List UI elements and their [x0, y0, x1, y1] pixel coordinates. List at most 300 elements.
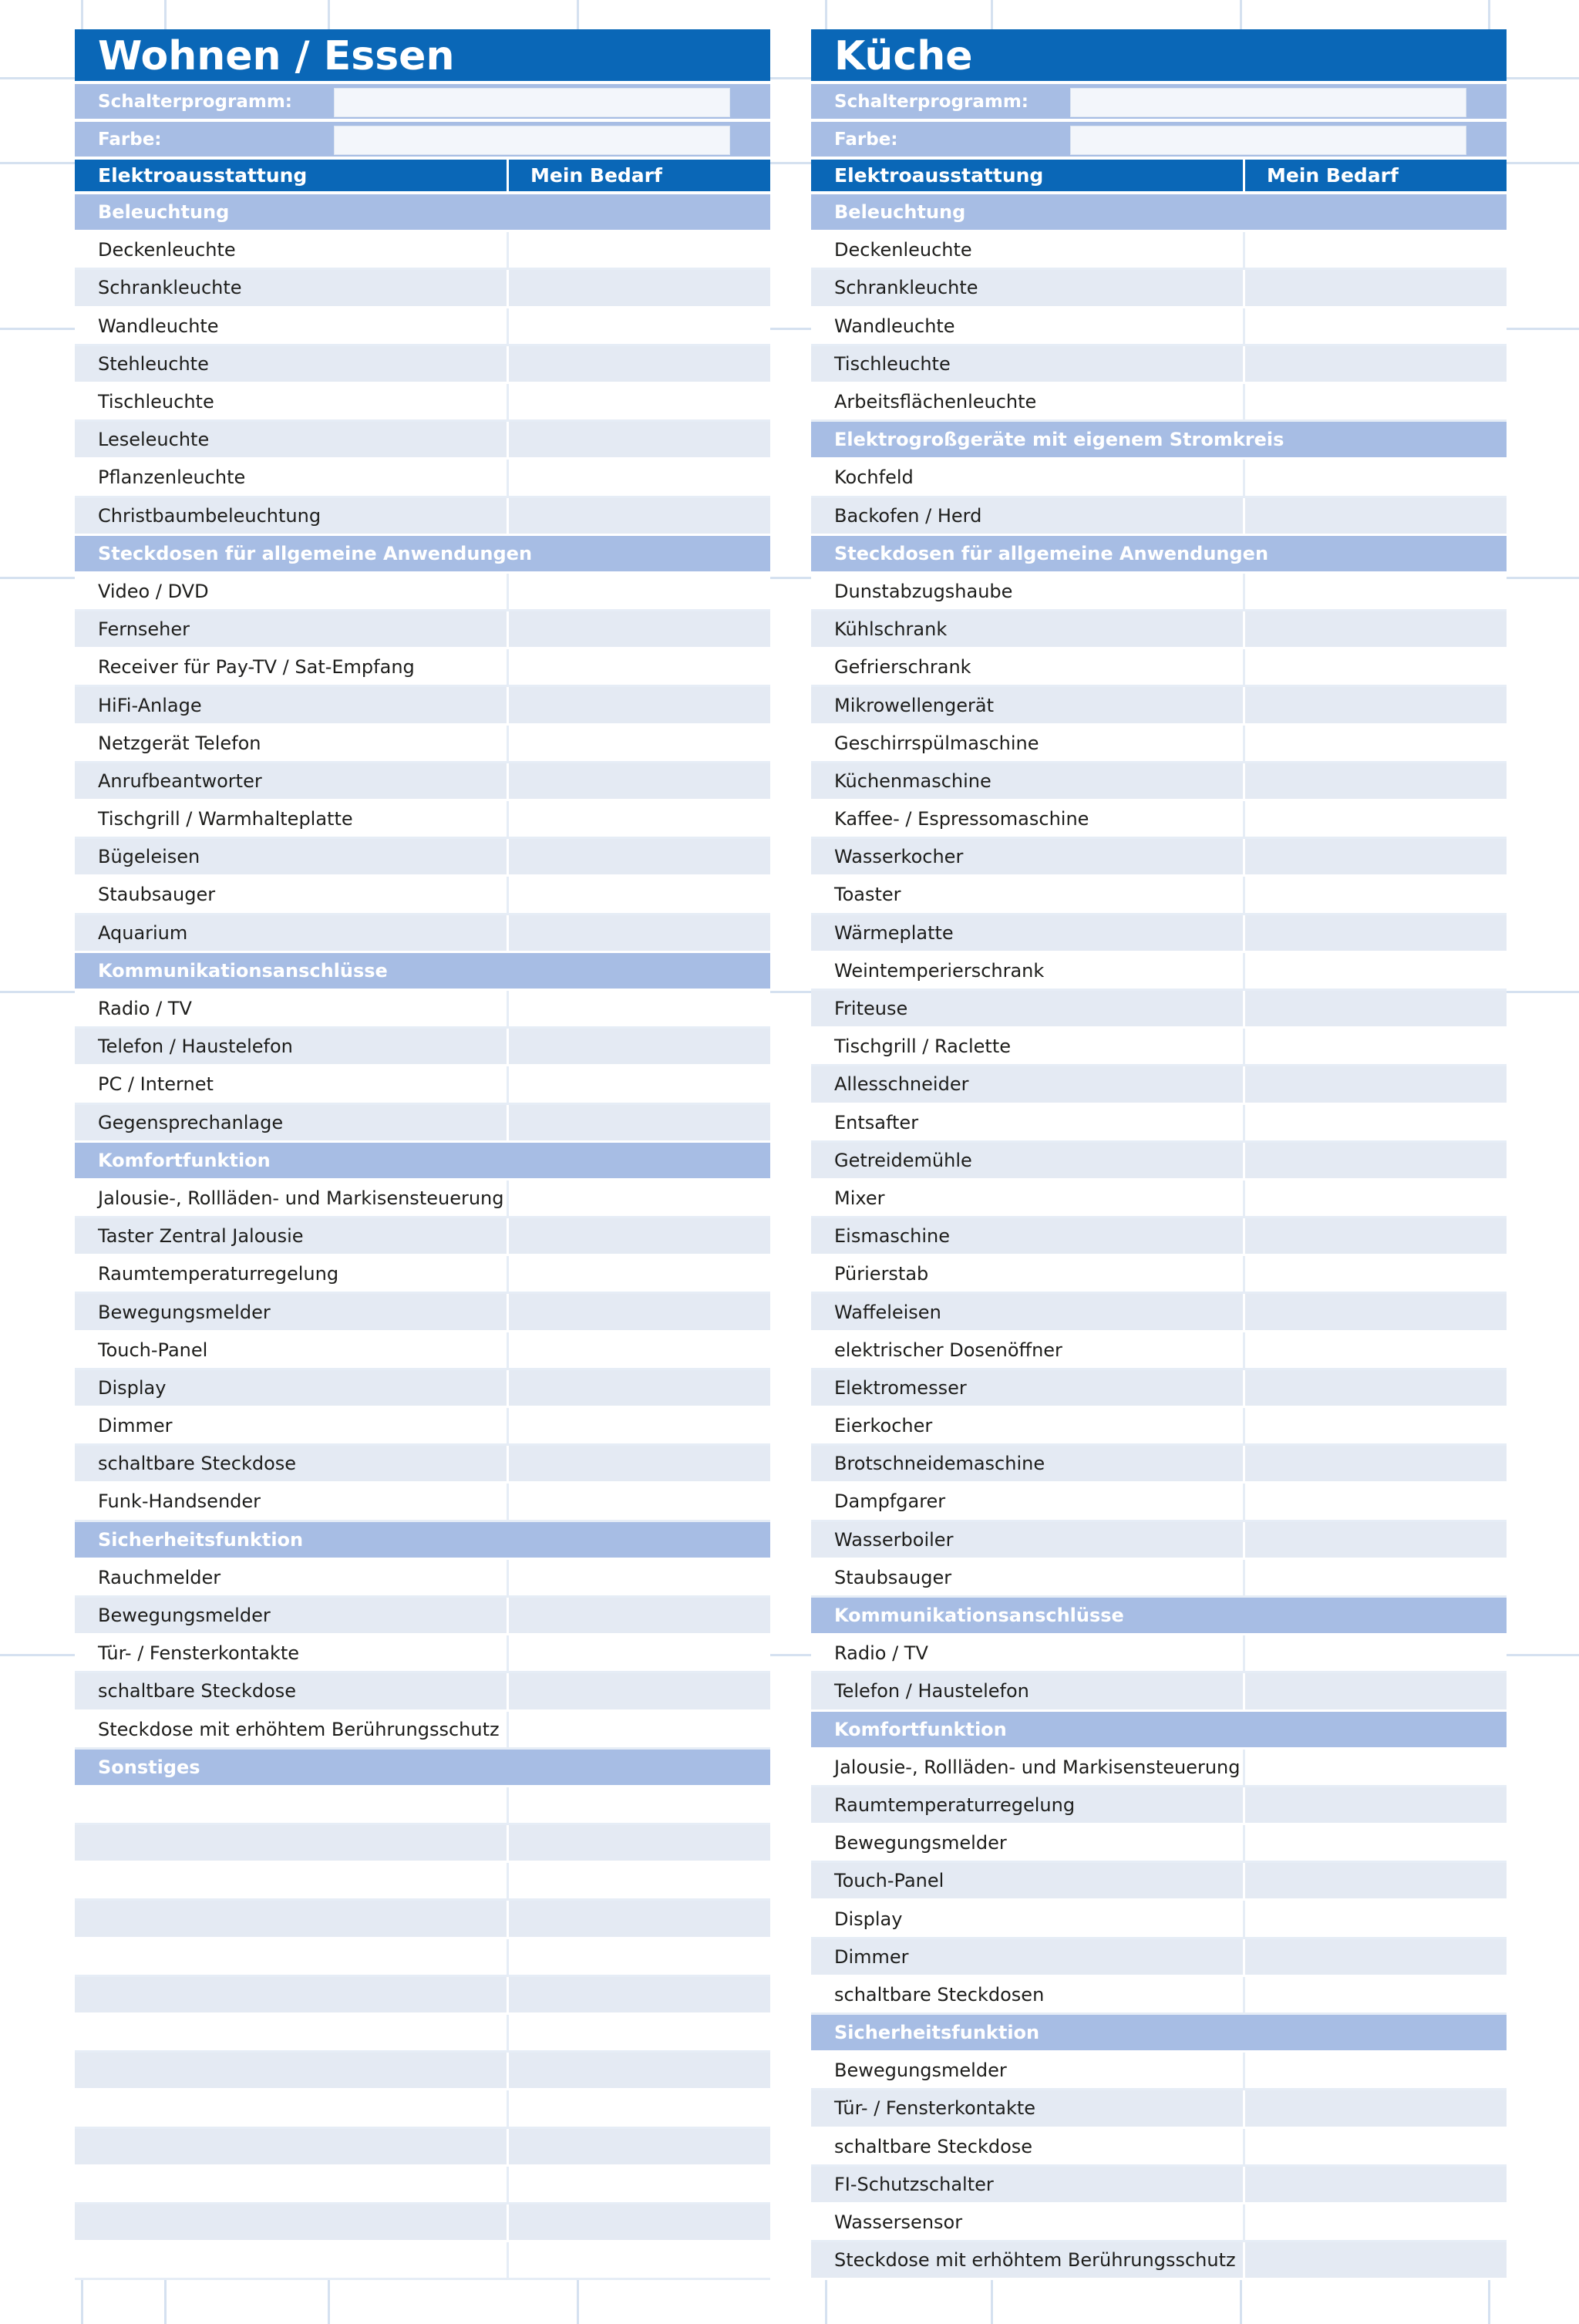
item-label: Bewegungsmelder — [811, 2053, 1245, 2088]
table-row — [811, 1294, 1507, 1332]
table-row — [75, 2204, 770, 2242]
mein-bedarf-cell[interactable] — [509, 991, 770, 1026]
mein-bedarf-cell[interactable] — [1245, 346, 1507, 382]
item-label: HiFi-Anlage — [75, 687, 509, 722]
table-row — [811, 726, 1507, 763]
mein-bedarf-cell[interactable] — [1245, 763, 1507, 799]
item-label: Geschirrspülmaschine — [811, 726, 1245, 761]
mein-bedarf-cell[interactable] — [1245, 1029, 1507, 1064]
mein-bedarf-cell[interactable] — [509, 801, 770, 837]
item-label: Waffeleisen — [811, 1294, 1245, 1329]
table-row — [811, 1256, 1507, 1294]
section-label: Komfortfunktion — [834, 1718, 1007, 1740]
mein-bedarf-cell[interactable] — [1245, 270, 1507, 305]
section-header — [811, 194, 1507, 232]
item-label — [75, 1901, 509, 1936]
item-label: Display — [75, 1370, 509, 1406]
mein-bedarf-cell[interactable] — [509, 1977, 770, 2012]
table-row — [75, 1825, 770, 1863]
mein-bedarf-cell[interactable] — [509, 2053, 770, 2088]
section-header — [75, 536, 770, 574]
table-row — [75, 1446, 770, 1484]
item-label: Bewegungsmelder — [75, 1598, 509, 1633]
mein-bedarf-cell[interactable] — [509, 1408, 770, 1443]
table-body — [811, 194, 1507, 2280]
table-row — [75, 2053, 770, 2090]
table-row — [75, 2129, 770, 2167]
table-row — [75, 1294, 770, 1332]
table-row — [811, 346, 1507, 384]
mein-bedarf-cell[interactable] — [1245, 1218, 1507, 1254]
item-label: Mixer — [811, 1181, 1245, 1216]
table-row — [75, 1598, 770, 1635]
table-row — [811, 1066, 1507, 1104]
table-row — [811, 877, 1507, 914]
item-label — [75, 1825, 509, 1861]
schalterprogramm-row — [811, 84, 1507, 122]
mein-bedarf-cell[interactable] — [509, 2167, 770, 2202]
item-label: Wärmeplatte — [811, 915, 1245, 951]
mein-bedarf-cell[interactable] — [1245, 1977, 1507, 2012]
table-row — [811, 1522, 1507, 1560]
mein-bedarf-cell[interactable] — [1245, 1408, 1507, 1443]
mein-bedarf-cell[interactable] — [1245, 1446, 1507, 1481]
item-label: Funk-Handsender — [75, 1484, 509, 1519]
mein-bedarf-cell[interactable] — [509, 1712, 770, 1747]
mein-bedarf-cell[interactable] — [1245, 574, 1507, 609]
mein-bedarf-cell[interactable] — [1245, 611, 1507, 647]
mein-bedarf-cell[interactable] — [509, 1939, 770, 1975]
mein-bedarf-cell[interactable] — [1245, 1332, 1507, 1368]
mein-bedarf-cell[interactable] — [509, 270, 770, 305]
item-label: Gefrierschrank — [811, 649, 1245, 685]
item-label: Staubsauger — [75, 877, 509, 912]
section-label: Sonstiges — [98, 1756, 200, 1778]
mein-bedarf-cell[interactable] — [1245, 1484, 1507, 1519]
item-label: Tür- / Fensterkontakte — [811, 2090, 1245, 2126]
table-row — [75, 2167, 770, 2204]
item-label: Pürierstab — [811, 1256, 1245, 1292]
table-row — [75, 2242, 770, 2280]
mein-bedarf-cell[interactable] — [509, 422, 770, 457]
section-header — [75, 953, 770, 991]
table-row — [75, 726, 770, 763]
item-label: Wasserkocher — [811, 839, 1245, 874]
mein-bedarf-cell[interactable] — [1245, 1635, 1507, 1671]
section-header — [75, 194, 770, 232]
item-label: Wassersensor — [811, 2204, 1245, 2240]
panel-title: Wohnen / Essen — [75, 29, 770, 84]
mein-bedarf-cell[interactable] — [1245, 1294, 1507, 1329]
table-row — [811, 1863, 1507, 1901]
table-row — [75, 1332, 770, 1370]
item-label: schaltbare Steckdose — [811, 2129, 1245, 2164]
mein-bedarf-cell[interactable] — [509, 460, 770, 495]
section-label: Komfortfunktion — [98, 1149, 271, 1171]
table-row — [75, 422, 770, 460]
mein-bedarf-cell[interactable] — [1245, 953, 1507, 989]
mein-bedarf-cell[interactable] — [1245, 1825, 1507, 1861]
item-label — [75, 2167, 509, 2202]
mein-bedarf-cell[interactable] — [509, 1181, 770, 1216]
item-label — [75, 1939, 509, 1975]
item-label: Staubsauger — [811, 1560, 1245, 1595]
item-label: Netzgerät Telefon — [75, 726, 509, 761]
table-row — [75, 1256, 770, 1294]
item-label: schaltbare Steckdosen — [811, 1977, 1245, 2012]
mein-bedarf-cell[interactable] — [1245, 649, 1507, 685]
item-label: Tischgrill / Raclette — [811, 1029, 1245, 1064]
table-row — [75, 1029, 770, 1066]
mein-bedarf-cell[interactable] — [509, 1863, 770, 1898]
item-label: FI-Schutzschalter — [811, 2167, 1245, 2202]
section-label: Steckdosen für allgemeine Anwendungen — [834, 542, 1269, 564]
table-row — [75, 1939, 770, 1977]
table-row — [75, 1560, 770, 1598]
mein-bedarf-cell[interactable] — [509, 308, 770, 344]
item-label: Arbeitsflächenleuchte — [811, 384, 1245, 419]
section-header — [811, 422, 1507, 460]
section-label: Kommunikationsanschlüsse — [834, 1605, 1124, 1627]
mein-bedarf-cell[interactable] — [509, 1029, 770, 1064]
item-label — [75, 1863, 509, 1898]
mein-bedarf-cell[interactable] — [1245, 877, 1507, 912]
item-label: Eismaschine — [811, 1218, 1245, 1254]
mein-bedarf-cell[interactable] — [1245, 839, 1507, 874]
table-row — [811, 991, 1507, 1029]
mein-bedarf-cell[interactable] — [509, 687, 770, 722]
table-row — [75, 574, 770, 611]
mein-bedarf-cell[interactable] — [509, 839, 770, 874]
table-body — [75, 194, 770, 2280]
mein-bedarf-cell[interactable] — [509, 611, 770, 647]
table-row — [811, 1370, 1507, 1408]
table-row — [75, 1673, 770, 1711]
item-label — [75, 1977, 509, 2012]
item-label: Jalousie-, Rollläden- und Markisensteuerung — [811, 1750, 1245, 1785]
table-row — [811, 498, 1507, 536]
item-label: Video / DVD — [75, 574, 509, 609]
mein-bedarf-cell[interactable] — [509, 1332, 770, 1368]
mein-bedarf-cell[interactable] — [1245, 2167, 1507, 2202]
item-label — [75, 2053, 509, 2088]
mein-bedarf-cell[interactable] — [1245, 1181, 1507, 1216]
item-label: Dampfgarer — [811, 1484, 1245, 1519]
schalterprogramm-label: Schalterprogramm: — [834, 91, 1029, 112]
item-label: Tischgrill / Warmhalteplatte — [75, 801, 509, 837]
table-row — [75, 1977, 770, 2015]
mein-bedarf-cell[interactable] — [1245, 384, 1507, 419]
table-header — [75, 160, 770, 194]
section-header — [75, 1522, 770, 1560]
section-label: Elektrogroßgeräte mit eigenem Stromkreis — [834, 429, 1284, 451]
item-label: Tür- / Fensterkontakte — [75, 1635, 509, 1671]
table-row — [75, 2015, 770, 2053]
mein-bedarf-cell[interactable] — [1245, 1750, 1507, 1785]
item-label: Friteuse — [811, 991, 1245, 1026]
mein-bedarf-cell[interactable] — [1245, 1522, 1507, 1558]
column-header-elektroausstattung: Elektroausstattung — [75, 160, 509, 191]
farbe-label: Farbe: — [98, 129, 162, 150]
table-header — [811, 160, 1507, 194]
table-row — [75, 1181, 770, 1218]
checklist-kueche — [811, 29, 1507, 2280]
item-label: Dunstabzugshaube — [811, 574, 1245, 609]
table-row — [75, 1787, 770, 1825]
mein-bedarf-cell[interactable] — [509, 1901, 770, 1936]
mein-bedarf-cell[interactable] — [1245, 2242, 1507, 2278]
item-label: Toaster — [811, 877, 1245, 912]
mein-bedarf-cell[interactable] — [1245, 1370, 1507, 1406]
table-row — [811, 1446, 1507, 1484]
mein-bedarf-cell[interactable] — [1245, 1256, 1507, 1292]
table-row — [75, 1712, 770, 1750]
item-label — [75, 1787, 509, 1823]
mein-bedarf-cell[interactable] — [1245, 2204, 1507, 2240]
farbe-field[interactable] — [1070, 126, 1466, 155]
table-row — [811, 953, 1507, 991]
mein-bedarf-cell[interactable] — [1245, 2090, 1507, 2126]
item-label: Wandleuchte — [811, 308, 1245, 344]
mein-bedarf-cell[interactable] — [1245, 1560, 1507, 1595]
mein-bedarf-cell[interactable] — [1245, 1673, 1507, 1709]
mein-bedarf-cell[interactable] — [1245, 915, 1507, 951]
mein-bedarf-cell[interactable] — [1245, 1787, 1507, 1823]
section-header — [75, 1750, 770, 1787]
item-label: Radio / TV — [75, 991, 509, 1026]
item-label: Bewegungsmelder — [75, 1294, 509, 1329]
mein-bedarf-cell[interactable] — [1245, 2053, 1507, 2088]
item-label: Aquarium — [75, 915, 509, 951]
table-row — [811, 1332, 1507, 1370]
item-label — [75, 2204, 509, 2240]
table-row — [75, 384, 770, 422]
mein-bedarf-cell[interactable] — [509, 1105, 770, 1140]
item-label: Touch-Panel — [811, 1863, 1245, 1898]
mein-bedarf-cell[interactable] — [1245, 1143, 1507, 1178]
table-row — [811, 2053, 1507, 2090]
column-header-mein-bedarf: Mein Bedarf — [530, 164, 662, 187]
farbe-field[interactable] — [334, 126, 730, 155]
mein-bedarf-cell[interactable] — [1245, 1863, 1507, 1898]
section-label: Sicherheitsfunktion — [98, 1528, 304, 1551]
table-row — [75, 1408, 770, 1446]
mein-bedarf-cell[interactable] — [1245, 1066, 1507, 1102]
item-label: Kühlschrank — [811, 611, 1245, 647]
item-label: Jalousie-, Rollläden- und Markisensteuerung — [75, 1181, 509, 1216]
item-label: Taster Zentral Jalousie — [75, 1218, 509, 1254]
table-row — [811, 1408, 1507, 1446]
item-label: Tischleuchte — [75, 384, 509, 419]
item-label: Telefon / Haustelefon — [75, 1029, 509, 1064]
mein-bedarf-cell[interactable] — [509, 1560, 770, 1595]
item-label: Allesschneider — [811, 1066, 1245, 1102]
table-row — [811, 649, 1507, 687]
mein-bedarf-cell[interactable] — [509, 2204, 770, 2240]
table-row — [75, 1105, 770, 1143]
item-label: Rauchmelder — [75, 1560, 509, 1595]
table-row — [811, 1560, 1507, 1598]
item-label: Bügeleisen — [75, 839, 509, 874]
mein-bedarf-cell[interactable] — [1245, 232, 1507, 268]
section-label: Beleuchtung — [834, 201, 966, 224]
mein-bedarf-cell[interactable] — [1245, 2129, 1507, 2164]
mein-bedarf-cell[interactable] — [509, 2015, 770, 2050]
item-label: Wasserboiler — [811, 1522, 1245, 1558]
mein-bedarf-cell[interactable] — [509, 763, 770, 799]
mein-bedarf-cell[interactable] — [509, 915, 770, 951]
section-header — [811, 1712, 1507, 1750]
checklist-wohnen-essen — [75, 29, 770, 2280]
mein-bedarf-cell[interactable] — [509, 574, 770, 609]
schalterprogramm-field[interactable] — [334, 88, 730, 117]
item-label: Raumtemperaturregelung — [811, 1787, 1245, 1823]
item-label: Elektromesser — [811, 1370, 1245, 1406]
item-label: Kochfeld — [811, 460, 1245, 495]
table-row — [811, 1484, 1507, 1521]
item-label: Wandleuchte — [75, 308, 509, 344]
table-row — [75, 2090, 770, 2128]
table-row — [811, 1750, 1507, 1787]
mein-bedarf-cell[interactable] — [1245, 1939, 1507, 1975]
mein-bedarf-cell[interactable] — [509, 1484, 770, 1519]
table-row — [811, 611, 1507, 649]
mein-bedarf-cell[interactable] — [1245, 991, 1507, 1026]
item-label — [75, 2015, 509, 2050]
section-label: Kommunikationsanschlüsse — [98, 959, 388, 982]
mein-bedarf-cell[interactable] — [509, 1598, 770, 1633]
table-row — [75, 649, 770, 687]
item-label: Backofen / Herd — [811, 498, 1245, 534]
table-row — [811, 1673, 1507, 1711]
mein-bedarf-cell[interactable] — [509, 1294, 770, 1329]
table-row — [811, 270, 1507, 308]
item-label: Weintemperierschrank — [811, 953, 1245, 989]
mein-bedarf-cell[interactable] — [509, 384, 770, 419]
mein-bedarf-cell[interactable] — [509, 1673, 770, 1709]
section-header — [811, 536, 1507, 574]
item-label: Anrufbeantworter — [75, 763, 509, 799]
mein-bedarf-cell[interactable] — [1245, 726, 1507, 761]
column-header-elektroausstattung: Elektroausstattung — [811, 160, 1245, 191]
column-header-mein-bedarf: Mein Bedarf — [1267, 164, 1399, 187]
mein-bedarf-cell[interactable] — [509, 2242, 770, 2278]
table-row — [811, 1977, 1507, 2015]
table-row — [75, 498, 770, 536]
mein-bedarf-cell[interactable] — [509, 2090, 770, 2126]
item-label: Gegensprechanlage — [75, 1105, 509, 1140]
table-row — [811, 839, 1507, 877]
item-label: schaltbare Steckdose — [75, 1673, 509, 1709]
mein-bedarf-cell[interactable] — [509, 2129, 770, 2164]
table-row — [75, 839, 770, 877]
mein-bedarf-cell[interactable] — [1245, 687, 1507, 722]
mein-bedarf-cell[interactable] — [1245, 801, 1507, 837]
table-row — [811, 1105, 1507, 1143]
table-row — [811, 1787, 1507, 1825]
table-row — [75, 611, 770, 649]
table-row — [75, 270, 770, 308]
item-label: PC / Internet — [75, 1066, 509, 1102]
table-row — [811, 1143, 1507, 1181]
section-label: Beleuchtung — [98, 201, 230, 224]
mein-bedarf-cell[interactable] — [1245, 460, 1507, 495]
mein-bedarf-cell[interactable] — [509, 726, 770, 761]
mein-bedarf-cell[interactable] — [509, 498, 770, 534]
item-label: Christbaumbeleuchtung — [75, 498, 509, 534]
mein-bedarf-cell[interactable] — [509, 649, 770, 685]
item-label — [75, 2129, 509, 2164]
item-label: Bewegungsmelder — [811, 1825, 1245, 1861]
table-row — [811, 308, 1507, 346]
mein-bedarf-cell[interactable] — [509, 1370, 770, 1406]
item-label: Stehleuchte — [75, 346, 509, 382]
table-row — [75, 763, 770, 801]
item-label: Küchenmaschine — [811, 763, 1245, 799]
mein-bedarf-cell[interactable] — [509, 1446, 770, 1481]
table-row — [75, 1863, 770, 1901]
table-row — [75, 1901, 770, 1938]
item-label: Telefon / Haustelefon — [811, 1673, 1245, 1709]
table-row — [75, 308, 770, 346]
table-row — [811, 460, 1507, 497]
mein-bedarf-cell[interactable] — [1245, 498, 1507, 534]
mein-bedarf-cell[interactable] — [509, 1066, 770, 1102]
item-label: Touch-Panel — [75, 1332, 509, 1368]
mein-bedarf-cell[interactable] — [509, 1825, 770, 1861]
table-row — [75, 877, 770, 914]
item-label: Dimmer — [811, 1939, 1245, 1975]
mein-bedarf-cell[interactable] — [509, 1635, 770, 1671]
mein-bedarf-cell[interactable] — [1245, 1105, 1507, 1140]
table-row — [811, 574, 1507, 611]
item-label: Kaffee- / Espressomaschine — [811, 801, 1245, 837]
mein-bedarf-cell[interactable] — [509, 1787, 770, 1823]
item-label: Brotschneidemaschine — [811, 1446, 1245, 1481]
schalterprogramm-label: Schalterprogramm: — [98, 91, 292, 112]
table-row — [75, 460, 770, 497]
mein-bedarf-cell[interactable] — [1245, 308, 1507, 344]
mein-bedarf-cell[interactable] — [509, 346, 770, 382]
item-label: Deckenleuchte — [811, 232, 1245, 268]
mein-bedarf-cell[interactable] — [509, 1256, 770, 1292]
table-row — [811, 1901, 1507, 1938]
item-label — [75, 2242, 509, 2278]
mein-bedarf-cell[interactable] — [509, 1218, 770, 1254]
table-row — [75, 232, 770, 270]
item-label: Getreidemühle — [811, 1143, 1245, 1178]
farbe-row — [811, 122, 1507, 160]
item-label: Radio / TV — [811, 1635, 1245, 1671]
section-header — [811, 1598, 1507, 1635]
mein-bedarf-cell[interactable] — [509, 877, 770, 912]
section-header — [75, 1143, 770, 1181]
table-row — [811, 1181, 1507, 1218]
item-label: Eierkocher — [811, 1408, 1245, 1443]
table-row — [75, 346, 770, 384]
schalterprogramm-field[interactable] — [1070, 88, 1466, 117]
item-label: Schrankleuchte — [811, 270, 1245, 305]
item-label: Raumtemperaturregelung — [75, 1256, 509, 1292]
mein-bedarf-cell[interactable] — [1245, 1901, 1507, 1936]
panel-title: Küche — [811, 29, 1507, 84]
mein-bedarf-cell[interactable] — [509, 232, 770, 268]
table-row — [811, 687, 1507, 725]
item-label: Dimmer — [75, 1408, 509, 1443]
table-row — [811, 1029, 1507, 1066]
table-row — [75, 1370, 770, 1408]
table-row — [811, 1939, 1507, 1977]
